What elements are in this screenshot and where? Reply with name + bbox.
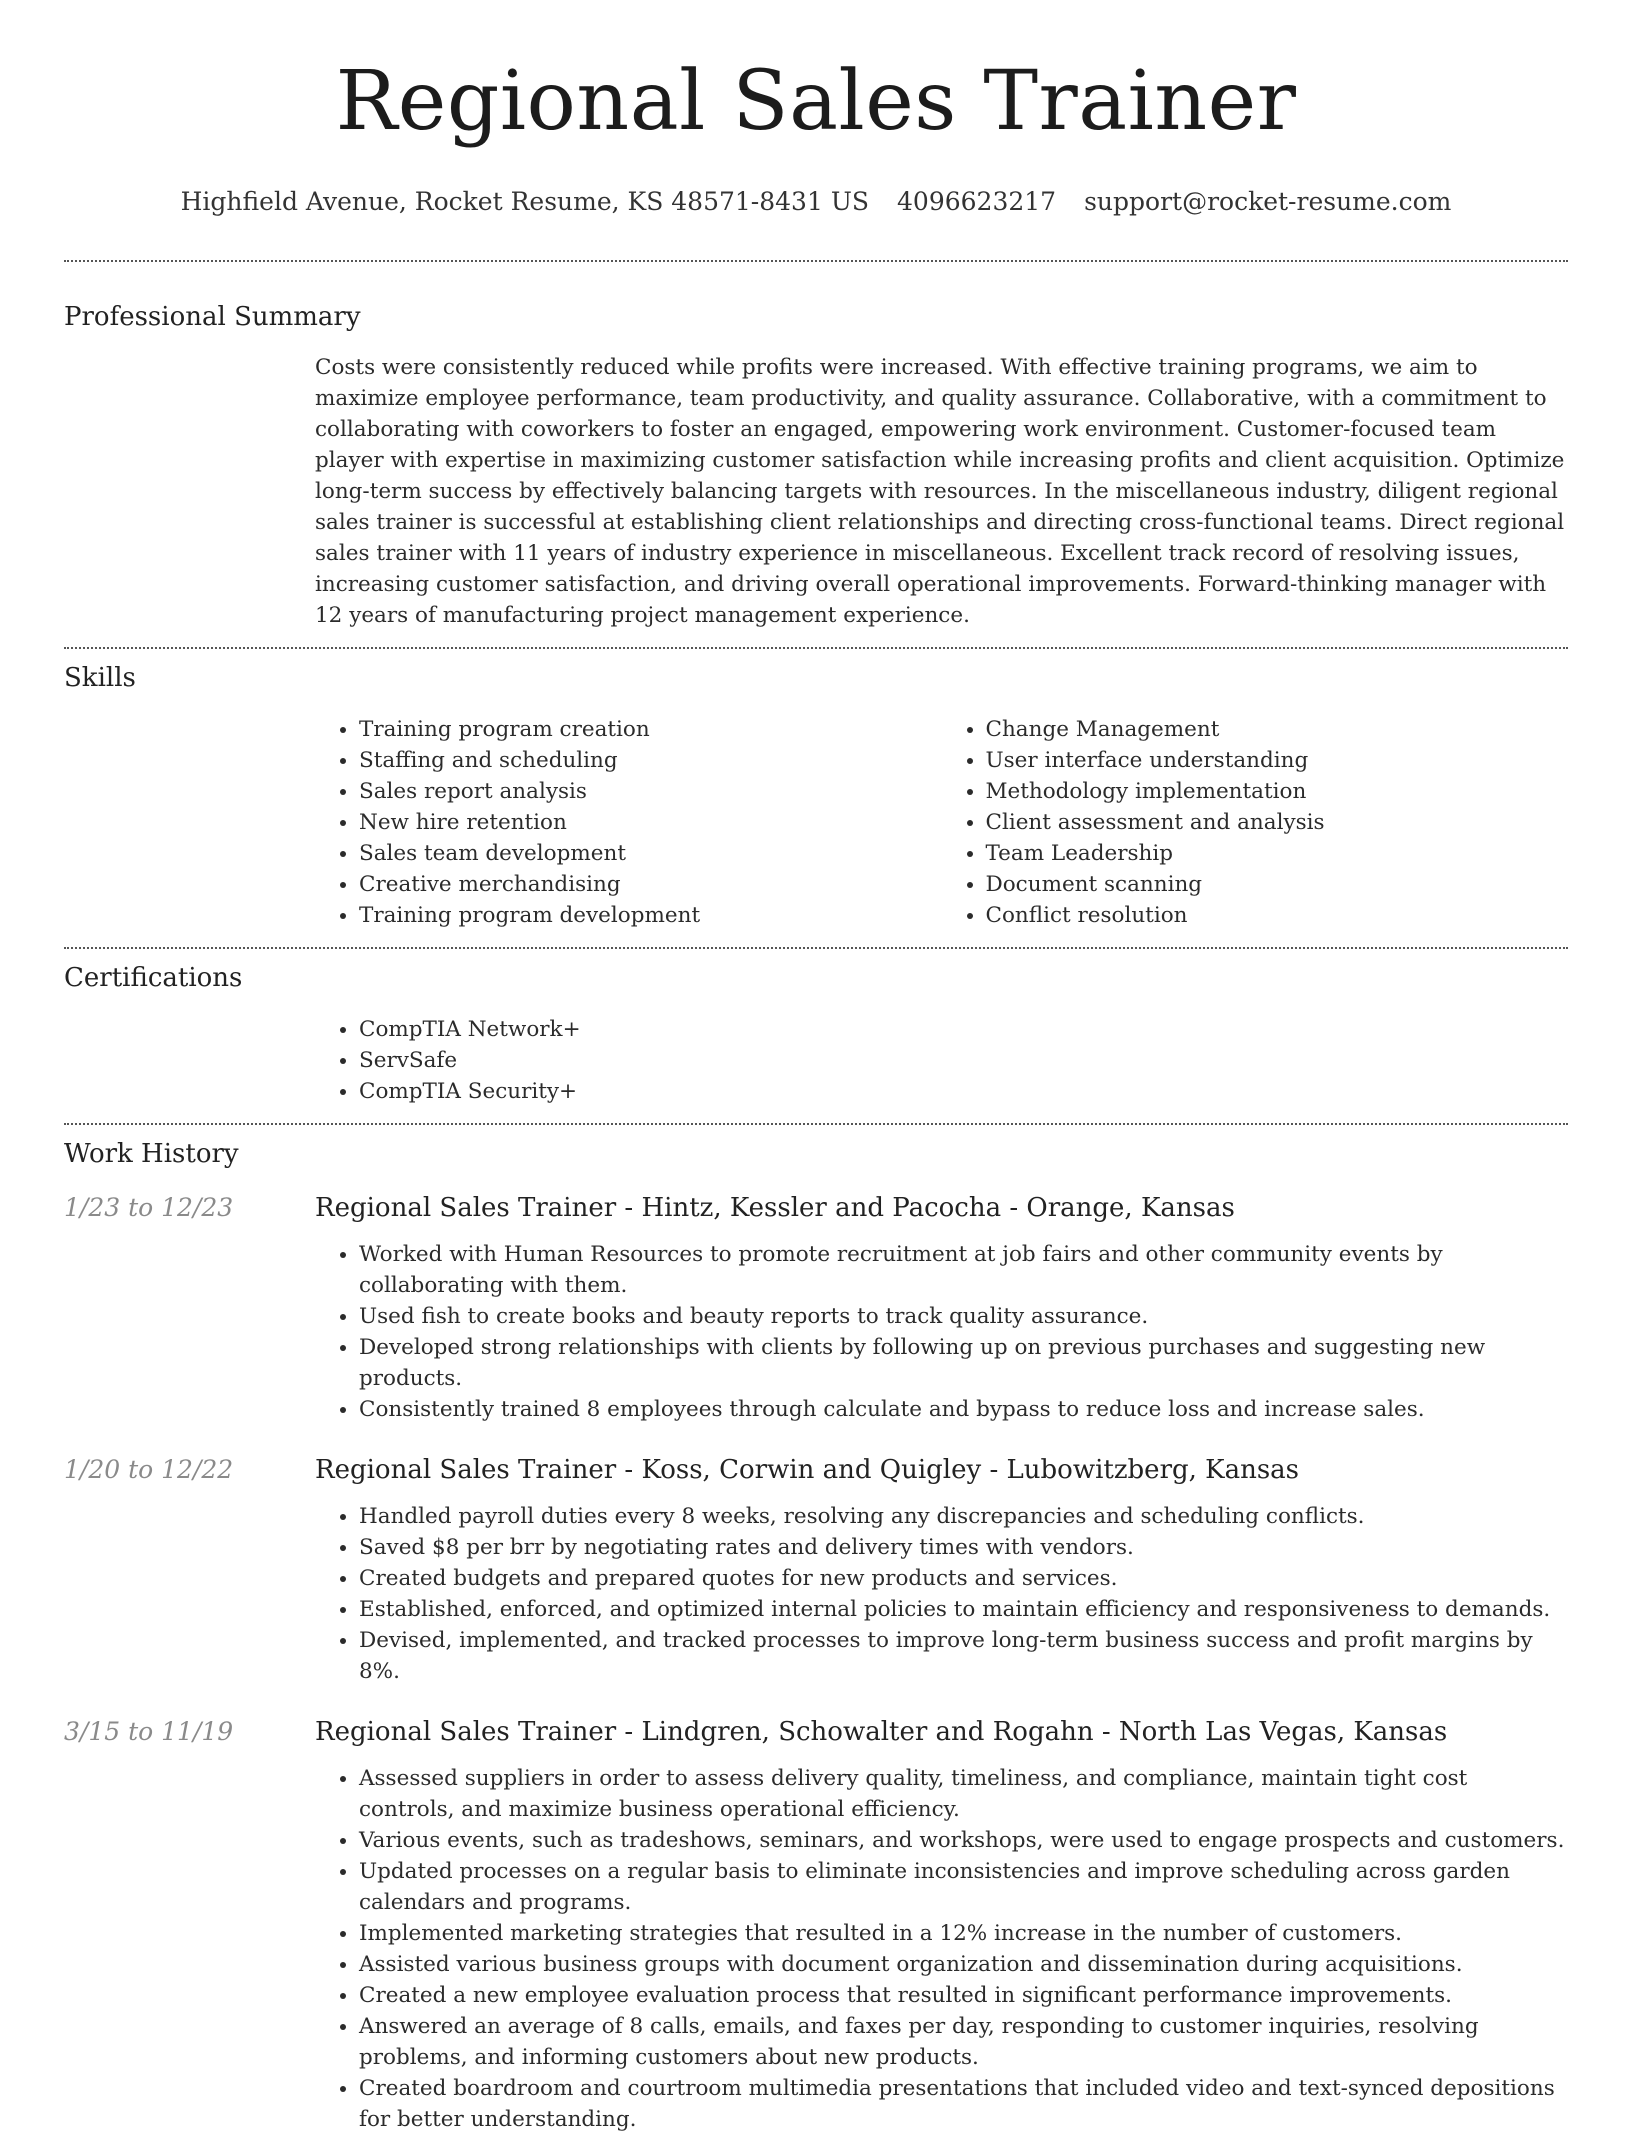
job-bullet: • Developed strong relationships with clients by following up on previous purchases and suggesting new products.: [359, 1332, 1568, 1394]
certification-item: • CompTIA Security+: [359, 1076, 1568, 1107]
job-bullet: • Created a new employee evaluation process that resulted in significant performance improvements.: [359, 1980, 1568, 2011]
skill-item: • Methodology implementation: [986, 776, 1569, 807]
summary-content: [315, 352, 1568, 631]
skill-item: • Conflict resolution: [986, 900, 1569, 931]
job-title: Regional Sales Trainer - Hintz, Kessler and Pacocha - Orange, Kansas: [315, 1193, 1235, 1223]
section-title-work: Work History: [64, 1139, 239, 1169]
job-dates: 3/15 to 11/19: [64, 1717, 234, 1746]
skill-item: • Team Leadership: [986, 838, 1569, 869]
job-bullets: [315, 1501, 1568, 1687]
contact-address: Highfield Avenue, Rocket Resume, KS 48571-8431 US: [180, 187, 870, 216]
section-title-certifications: Certifications: [64, 963, 243, 993]
certifications-list: [315, 1014, 1568, 1107]
certifications-content: [315, 1014, 1568, 1107]
job-bullet: • Answered an average of 8 calls, emails, and faxes per day, responding to customer inquiries, resolving problems, and informing customers about new products.: [359, 2011, 1568, 2073]
job-bullets: [315, 1239, 1568, 1425]
job-bullet: • Consistently trained 8 employees through calculate and bypass to reduce loss and increase sales.: [359, 1394, 1568, 1425]
contact-line: [64, 186, 1568, 218]
job-entry: [64, 1453, 1568, 1687]
job-header: [64, 1715, 1568, 1749]
skill-item: • Creative merchandising: [359, 869, 942, 900]
job-entry: [64, 1715, 1568, 2135]
job-bullet-list: [315, 1501, 1568, 1687]
job-bullet-list: [315, 1239, 1568, 1425]
contact-email: support@rocket-resume.com: [1084, 187, 1452, 216]
skill-item: • Client assessment and analysis: [986, 807, 1569, 838]
job-bullet: • Handled payroll duties every 8 weeks, resolving any discrepancies and scheduling conflicts.: [359, 1501, 1568, 1532]
work-section: [64, 1125, 1568, 2135]
resume-name: Regional Sales Trainer: [335, 54, 1297, 149]
skill-item: • Sales team development: [359, 838, 942, 869]
skill-item: • User interface understanding: [986, 745, 1569, 776]
skill-item: • Staffing and scheduling: [359, 745, 942, 776]
skill-item: • Sales report analysis: [359, 776, 942, 807]
certifications-section: [64, 949, 1568, 1107]
skills-section: [64, 649, 1568, 931]
job-bullet: • Implemented marketing strategies that resulted in a 12% increase in the number of customers.: [359, 1918, 1568, 1949]
section-title-skills: Skills: [64, 663, 136, 693]
certification-item: • ServSafe: [359, 1045, 1568, 1076]
job-bullet: • Saved $8 per brr by negotiating rates and delivery times with vendors.: [359, 1532, 1568, 1563]
skills-columns: [315, 714, 1568, 931]
job-bullet: • Assessed suppliers in order to assess delivery quality, timeliness, and compliance, maintain tight cost controls, and maximize business operational efficiency.: [359, 1763, 1568, 1825]
job-bullet: • Used fish to create books and beauty reports to track quality assurance.: [359, 1301, 1568, 1332]
job-header: [64, 1191, 1568, 1225]
summary-section: [64, 262, 1568, 631]
skills-list-right: [942, 714, 1569, 931]
job-bullet-list: [315, 1763, 1568, 2135]
job-dates: 1/23 to 12/23: [64, 1193, 234, 1222]
job-entry: [64, 1191, 1568, 1425]
job-title: Regional Sales Trainer - Lindgren, Schowalter and Rogahn - North Las Vegas, Kansas: [315, 1717, 1448, 1747]
job-bullet: • Devised, implemented, and tracked processes to improve long-term business success and profit margins by 8%.: [359, 1625, 1568, 1687]
job-bullet: • Worked with Human Resources to promote recruitment at job fairs and other community events by collaborating with them.: [359, 1239, 1568, 1301]
job-bullet: • Updated processes on a regular basis to eliminate inconsistencies and improve scheduling across garden calendars and programs.: [359, 1856, 1568, 1918]
job-bullet: • Created boardroom and courtroom multimedia presentations that included video and text-synced depositions for better understanding.: [359, 2073, 1568, 2135]
skill-item: • New hire retention: [359, 807, 942, 838]
job-bullet: • Established, enforced, and optimized internal policies to maintain efficiency and responsiveness to demands.: [359, 1594, 1568, 1625]
job-bullet: • Various events, such as tradeshows, seminars, and workshops, were used to engage prospects and customers.: [359, 1825, 1568, 1856]
job-bullets: [315, 1763, 1568, 2135]
skills-list-left: [315, 714, 942, 931]
skill-item: • Training program creation: [359, 714, 942, 745]
job-header: [64, 1453, 1568, 1487]
summary-text: Costs were consistently reduced while profits were increased. With effective training programs, we aim to maximize employee performance, team productivity, and quality assurance. Collaborative, with a commitment to collaborating with coworkers to foster an engaged, empowering work environment. Customer-focused team player with expertise in maximizing customer satisfaction while increasing profits and client acquisition. Optimize long-term success by effectively balancing targets with resources. In the miscellaneous industry, diligent regional sales trainer is successful at establishing client relationships and directing cross-functional teams. Direct regional sales trainer with 11 years of industry experience in miscellaneous. Excellent track record of resolving issues, increasing customer satisfaction, and driving overall operational improvements. Forward-thinking manager with 12 years of manufacturing project management experience.: [315, 355, 1565, 628]
job-bullet: • Assisted various business groups with document organization and dissemination during acquisitions.: [359, 1949, 1568, 1980]
contact-phone: 4096623217: [897, 187, 1057, 216]
section-title-summary: Professional Summary: [64, 302, 361, 332]
job-bullet: • Created budgets and prepared quotes for new products and services.: [359, 1563, 1568, 1594]
skill-item: • Training program development: [359, 900, 942, 931]
certification-item: • CompTIA Network+: [359, 1014, 1568, 1045]
job-title: Regional Sales Trainer - Koss, Corwin and Quigley - Lubowitzberg, Kansas: [315, 1455, 1300, 1485]
job-dates: 1/20 to 12/22: [64, 1455, 234, 1484]
skill-item: • Document scanning: [986, 869, 1569, 900]
skill-item: • Change Management: [986, 714, 1569, 745]
